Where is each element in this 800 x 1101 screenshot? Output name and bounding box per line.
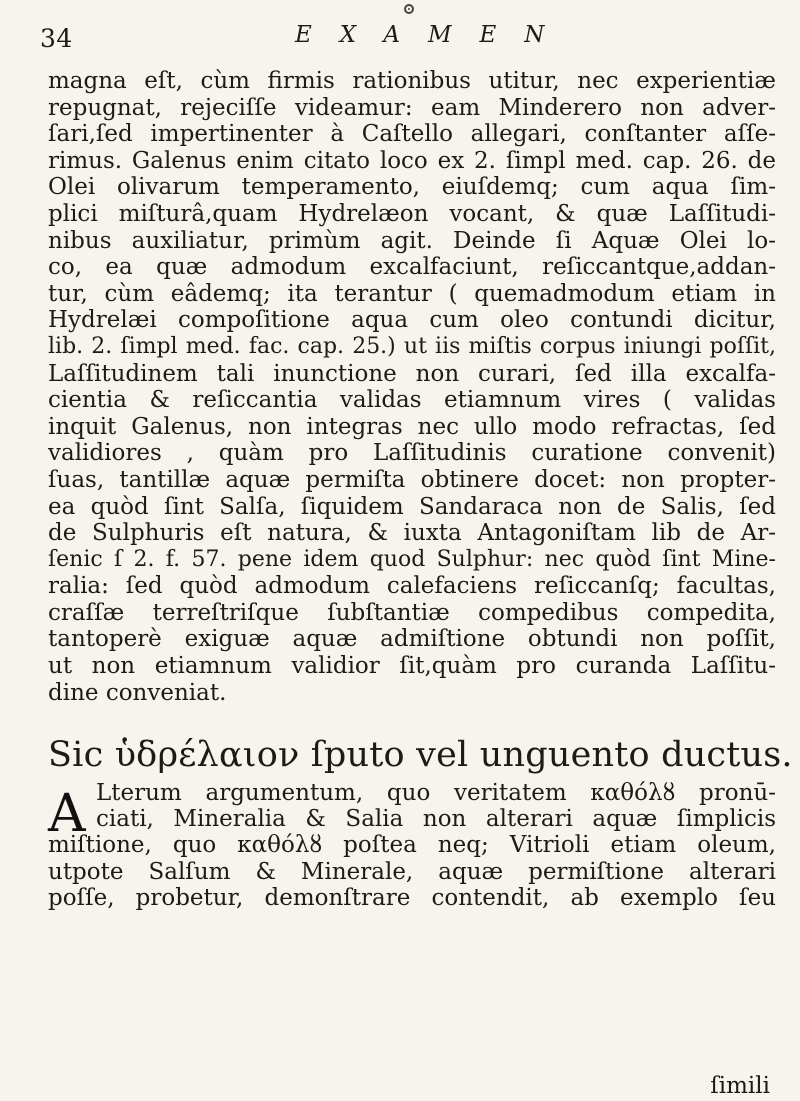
body-line: repugnat, rejeciſſe videamur: eam Minderero non adver-: [48, 94, 776, 121]
body-line: ſari,ſed impertinenter à Caſtello allegari, conſtanter aſſe-: [48, 121, 776, 148]
body-line: plici miſturâ,quam Hydrelæon vocant, & quæ Laſſitudi-: [48, 200, 776, 227]
body-line: tantoperè exiguæ aquæ admiſtione obtundi non poſſit,: [48, 626, 776, 653]
body-line: ralia: ſed quòd admodum calefaciens reſiccanſq; facultas,: [48, 573, 776, 600]
section-line: ciati, Mineralia & Salia non alterari aquæ ſimplicis: [96, 806, 776, 833]
section-line: poſſe, probetur, demonſtrare contendit, ab exemplo ſeu: [48, 884, 776, 911]
body-line: rimus. Galenus enim citato loco ex 2. ſimpl med. cap. 26. de: [48, 147, 776, 174]
page-number: 34: [40, 24, 73, 53]
body-line: co, ea quæ admodum excalfaciunt, reſiccantque,addan-: [48, 254, 776, 281]
page-header: [40, 22, 770, 58]
body-line: Olei olivarum temperamento, eiuſdemq; cum aqua ſim-: [48, 174, 776, 201]
body-line: nibus auxiliatur, primùm agit. Deinde ſi Aquæ Olei lo-: [48, 227, 776, 254]
body-line: validiores , quàm pro Laſſitudinis curatione convenit): [48, 440, 776, 467]
body-line: ea quòd ſint Salſa, ſiquidem Sandaraca non de Salis, ſed: [48, 493, 776, 520]
catchword: ſimili: [710, 1073, 770, 1099]
running-head: EXAMEN: [295, 22, 573, 48]
section-heading: Sic ὑδρέλαιον ſputo vel unguento ductus.: [48, 735, 793, 775]
body-line: lib. 2. ſimpl med. fac. cap. 25.) ut iis miſtis corpus iniungi poſſit,: [48, 333, 776, 359]
body-line: ut non etiamnum validior ſit,quàm pro curanda Laſſitu-: [48, 653, 776, 680]
body-line: ſuas, tantillæ aquæ permiſta obtinere docet: non propter-: [48, 466, 776, 493]
body-line: ſenic ſ 2. f. 57. pene idem quod Sulphur: nec quòd ſint Mine-: [48, 546, 776, 572]
section-line: miſtione, quo καθόλȣ poſtea neq; Vitrioli etiam oleum,: [48, 832, 776, 859]
body-line: Hydrelæi compoſitione aqua cum oleo contundi dicitur,: [48, 307, 776, 334]
section-text: [48, 780, 776, 911]
main-text: [48, 68, 776, 706]
body-line: inquit Galenus, non integras nec ullo modo refractas, ſed: [48, 413, 776, 440]
body-line: tur, cùm eâdemq; ita terantur ( quemadmodum etiam in: [48, 280, 776, 307]
section-line: utpote Salſum & Minerale, aquæ permiſtione alterari: [48, 858, 776, 885]
top-ornament-icon: [404, 4, 414, 14]
body-line: dine conveniat.: [48, 679, 227, 706]
section-line: Lterum argumentum, quo veritatem καθόλȣ pronū-: [96, 780, 776, 806]
body-line: cientia & reſiccantia validas etiamnum vires ( validas: [48, 387, 776, 414]
body-line: craſſæ terreſtriſque ſubſtantiæ compedibus compedita,: [48, 599, 776, 626]
drop-cap: A: [48, 784, 86, 844]
body-line: Laſſitudinem tali inunctione non curari, ſed illa excalfa-: [48, 360, 776, 387]
body-line: magna eſt, cùm firmis rationibus utitur, nec experientiæ: [48, 68, 776, 94]
body-line: de Sulphuris eſt natura, & iuxta Antagoniſtam lib de Ar-: [48, 520, 776, 547]
